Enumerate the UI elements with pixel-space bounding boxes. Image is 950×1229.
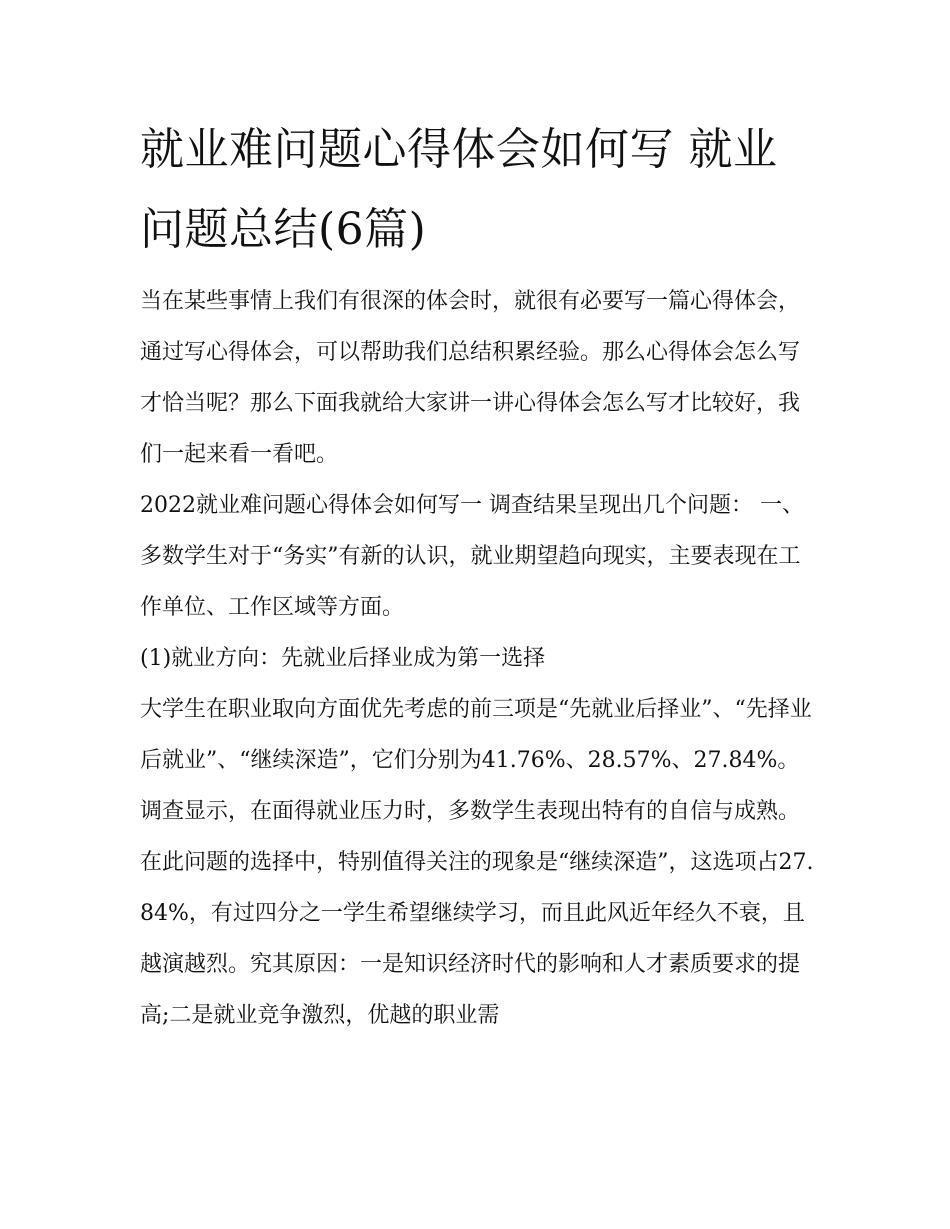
paragraph-employment-direction: (1)就业方向：先就业后择业成为第一选择 (140, 646, 546, 671)
title-block (140, 110, 820, 270)
document-title: 就业难问题心得体会如何写 就业问题总结(6篇) (140, 124, 778, 255)
paragraph-intro: 当在某些事情上我们有很深的体会时，就很有必要写一篇心得体会，通过写心得体会，可以帮助我们总结积累经验。那么心得体会怎么写才恰当呢？那么下面我就给大家讲一讲心得体会怎么写才比较好，我们一起来看一看吧。 (140, 289, 801, 467)
paragraph-career-orientation: 大学生在职业取向方面优先考虑的前三项是“先就业后择业”、“先择业后就业”、“继续深造”，它们分别为41.76%、28.57%、27.84%。调查显示，在面得就业压力时，多数学生表现出特有的自信与成熟。 (140, 697, 812, 824)
paragraph-further-study: 在此问题的选择中，特别值得关注的现象是“继续深造”，这选项占27.84%，有过四分之一学生希望继续学习，而且此风近年经久不衰，且越演越烈。究其原因：一是知识经济时代的影响和人才素质要求的提高;二是就业竞争激烈，优越的职业需 (140, 850, 814, 1028)
paragraph-survey-results: 2022就业难问题心得体会如何写一 调查结果呈现出几个问题： 一、多数学生对于“务实”有新的认识，就业期望趋向现实，主要表现在工作单位、工作区域等方面。 (140, 493, 804, 620)
document-body (140, 110, 820, 1041)
